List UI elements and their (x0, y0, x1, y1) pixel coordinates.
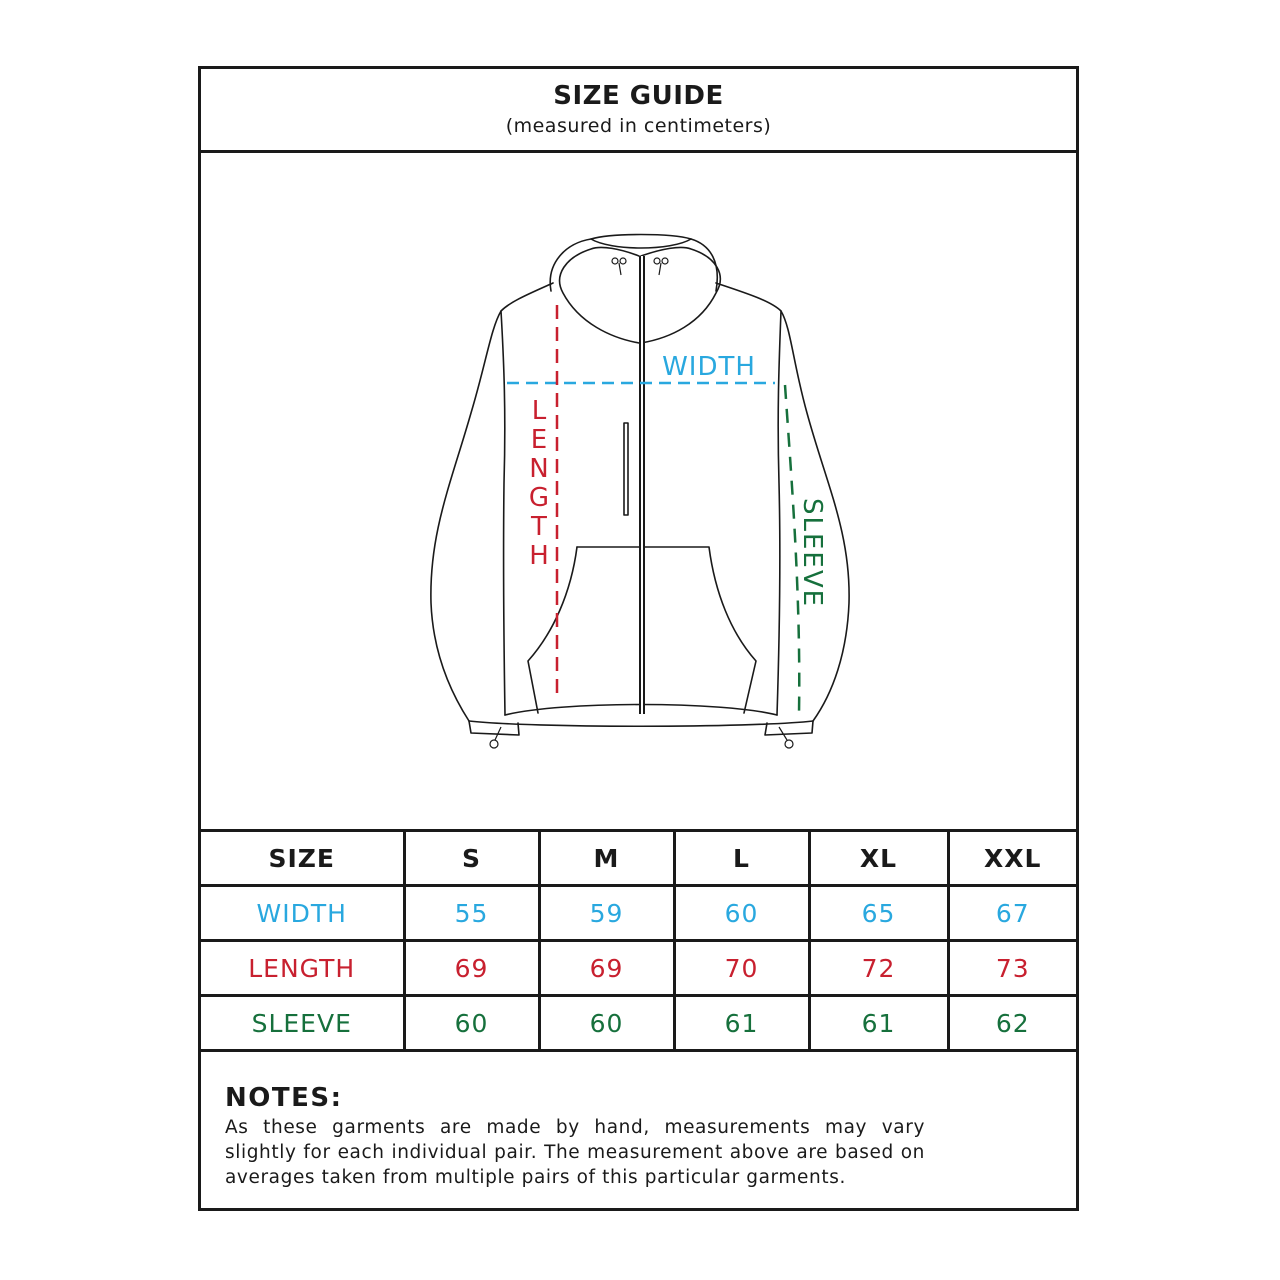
notes-section (225, 1083, 925, 1190)
table-header-cell: XXL (948, 831, 1076, 886)
table-cell: 65 (809, 886, 948, 941)
right-body-side (777, 311, 781, 715)
length-label-letter: E (530, 425, 548, 455)
table-cell: 60 (674, 886, 809, 941)
main-zipper-teeth (641, 256, 643, 714)
row-label: WIDTH (201, 886, 404, 941)
right-sleeve-outer (716, 283, 849, 721)
table-header-cell: SIZE (201, 831, 404, 886)
chest-pocket-zip (624, 423, 628, 515)
notes-title: NOTES: (225, 1083, 343, 1113)
table-cell: 61 (809, 996, 948, 1051)
table-cell: 70 (674, 941, 809, 996)
hood-ridge (591, 239, 691, 248)
hood-left-panel (560, 247, 639, 343)
length-label-letter: G (528, 483, 550, 513)
hoodie-diagram (201, 153, 1076, 831)
length-label-letter: T (531, 512, 547, 542)
sleeve-label: SLEEVE (797, 497, 827, 609)
length-label-letter: L (531, 396, 547, 426)
table-cell: 60 (404, 996, 539, 1051)
notes-text: As these garments are made by hand, measurements may vary slightly for each individual pair. The measurement above are based on averages taken from multiple pairs of this particular garments. (225, 1117, 925, 1188)
table-header-row (201, 831, 1076, 886)
table-cell: 55 (404, 886, 539, 941)
row-label: LENGTH (201, 941, 404, 996)
table-header-cell: L (674, 831, 809, 886)
page-subtitle: (measured in centimeters) (505, 115, 772, 137)
table-header-cell: M (539, 831, 674, 886)
table-cell: 73 (948, 941, 1076, 996)
table-cell: 67 (948, 886, 1076, 941)
length-label-letter: N (529, 454, 549, 484)
size-guide-header (201, 69, 1076, 153)
left-body-side (501, 311, 505, 715)
table-cell: 61 (674, 996, 809, 1051)
hem-bottom (469, 721, 813, 726)
page-title: SIZE GUIDE (553, 81, 724, 111)
length-label (529, 396, 549, 571)
table-cell: 69 (404, 941, 539, 996)
pocket-left (528, 547, 577, 713)
table-row-width (201, 886, 1076, 941)
table-cell: 62 (948, 996, 1076, 1051)
length-label-letter: H (529, 541, 549, 571)
table-header-cell: XL (809, 831, 948, 886)
row-label: SLEEVE (201, 996, 404, 1051)
table-cell: 72 (809, 941, 948, 996)
pocket-right (577, 547, 756, 713)
table-row-sleeve (201, 996, 1076, 1051)
size-guide-card (198, 66, 1079, 1211)
table-header-cell: S (404, 831, 539, 886)
hood-right-panel (641, 247, 720, 343)
table-cell: 69 (539, 941, 674, 996)
hoodie-illustration (201, 153, 1076, 831)
width-label: WIDTH (662, 352, 756, 382)
table-row-length (201, 941, 1076, 996)
table-cell: 59 (539, 886, 674, 941)
size-table (201, 829, 1076, 1052)
hood-back (550, 235, 717, 292)
table-cell: 60 (539, 996, 674, 1051)
